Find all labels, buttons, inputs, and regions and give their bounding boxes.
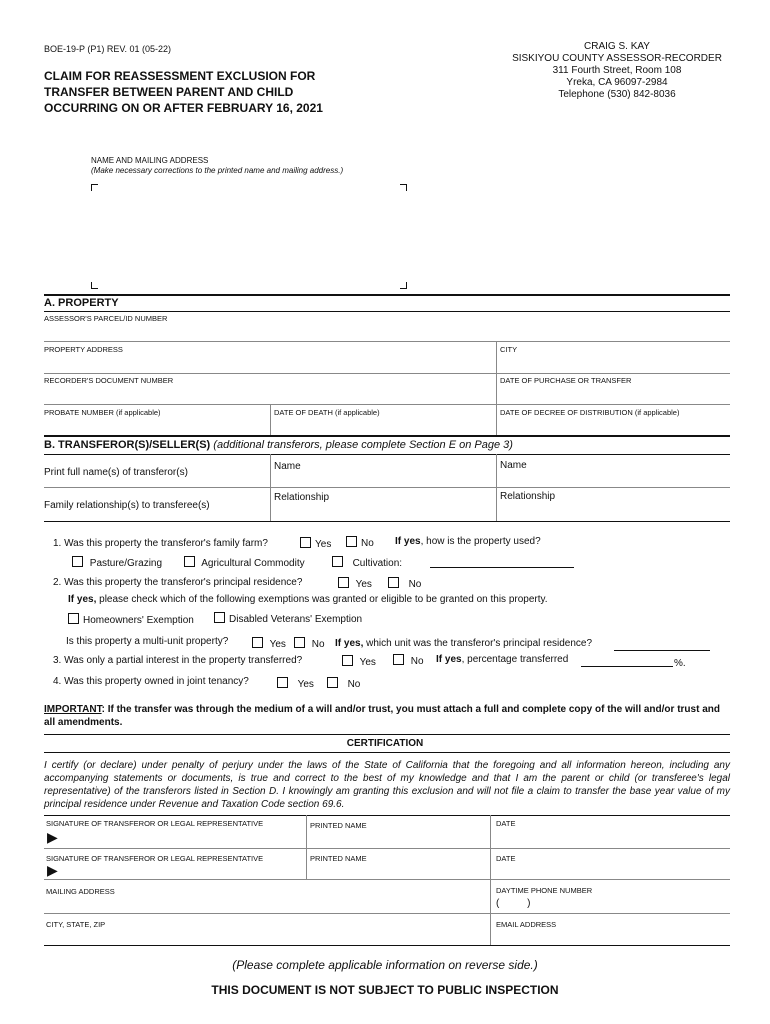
multi-if-yes-text: which unit was the transferor's principal residence? [363, 638, 593, 649]
date-1-label: DATE [496, 819, 516, 828]
q2-if-yes-bold: If yes, [68, 594, 97, 605]
agri-label: Agricultural Commodity [201, 558, 305, 569]
row-divider [44, 404, 730, 405]
column-divider [490, 815, 491, 879]
q2-no-checkbox[interactable] [388, 577, 399, 588]
mailing-address-label [91, 156, 343, 176]
signature-1-label: SIGNATURE OF TRANSFEROR OR LEGAL REPRESENTATIVE [46, 819, 264, 828]
public-inspection-notice: THIS DOCUMENT IS NOT SUBJECT TO PUBLIC INSPECTION [211, 983, 559, 997]
section-b-heading [44, 439, 513, 451]
recorder-doc-field[interactable] [44, 386, 494, 404]
printed-name-1-label: PRINTED NAME [310, 821, 367, 830]
row-divider [44, 848, 730, 849]
form-title [44, 68, 374, 116]
q1-no-label: No [361, 538, 374, 549]
cultivation-label: Cultivation: [352, 558, 403, 569]
mailing-note-text: (Make necessary corrections to the printed name and mailing address.) [91, 166, 344, 175]
q4-no-label: No [347, 679, 361, 690]
email-field[interactable] [492, 930, 730, 944]
important-label: IMPORTANT [44, 704, 102, 715]
q4-yes-label: Yes [297, 679, 314, 690]
percentage-field[interactable] [581, 666, 673, 667]
signature-1-field[interactable] [64, 830, 304, 846]
section-a-top-rule [44, 294, 730, 296]
property-address-label: PROPERTY ADDRESS [44, 345, 123, 354]
multi-unit-field[interactable] [614, 650, 710, 651]
row-divider [44, 913, 730, 914]
mailing-address-2-field[interactable] [46, 897, 486, 911]
q2-yes-label: Yes [355, 579, 372, 590]
multi-yes-label: Yes [269, 639, 286, 650]
sign-here-arrow-icon: ▶ [47, 862, 58, 878]
probate-label-text: PROBATE NUMBER (if applicable) [44, 408, 161, 417]
section-b-heading-note: (additional transferors, please complete Section E on Page 3) [213, 439, 513, 451]
q2-no-label: No [408, 579, 422, 590]
veterans-option [214, 612, 362, 625]
row-divider [44, 341, 730, 342]
q1-yes-option [300, 537, 331, 550]
q3-yes-checkbox[interactable] [342, 655, 353, 666]
agri-option [184, 556, 305, 569]
agri-checkbox[interactable] [184, 556, 195, 567]
q1-no-checkbox[interactable] [346, 536, 357, 547]
transferor-1-relationship-field[interactable] [272, 505, 494, 519]
veterans-checkbox[interactable] [214, 612, 225, 623]
q1-no-option [346, 536, 374, 549]
transferor-1-name-field[interactable] [272, 473, 494, 485]
q3-yes-option [342, 655, 376, 668]
cultivation-option [332, 556, 402, 569]
office-phone: Telephone (530) 842-8036 [558, 89, 676, 100]
q1-if-yes-bold: If yes [395, 536, 421, 547]
title-line-3: OCCURRING ON OR AFTER FEBRUARY 16, 2021 [44, 101, 323, 115]
q3-no-label: No [410, 656, 424, 667]
q3-if-yes-bold: If yes [436, 654, 462, 665]
pasture-label: Pasture/Grazing [89, 558, 163, 569]
signature-2-label: SIGNATURE OF TRANSFEROR OR LEGAL REPRESENTATIVE [46, 854, 264, 863]
purchase-date-label: DATE OF PURCHASE OR TRANSFER [500, 376, 632, 385]
date-2-field[interactable] [492, 863, 730, 878]
printed-name-2-field[interactable] [308, 863, 488, 878]
parcel-number-field[interactable] [44, 323, 730, 341]
mailing-address-area[interactable] [96, 192, 396, 278]
property-address-field[interactable] [44, 354, 494, 372]
transferor-2-name-field[interactable] [498, 473, 730, 485]
q2-yes-checkbox[interactable] [338, 577, 349, 588]
q1-if-yes-text: , how is the property used? [420, 536, 541, 547]
printed-name-1-field[interactable] [308, 830, 488, 846]
q1-yes-label: Yes [315, 539, 332, 550]
q3-no-option [393, 654, 424, 667]
multi-if-yes [335, 638, 592, 649]
recorder-doc-label: RECORDER'S DOCUMENT NUMBER [44, 376, 174, 385]
section-b-top-rule [44, 435, 730, 437]
homeowners-checkbox[interactable] [68, 613, 79, 624]
q1-if-yes [395, 536, 541, 547]
corner-mark-top-left [91, 184, 98, 191]
row-divider [44, 879, 730, 880]
q3-yes-label: Yes [359, 657, 376, 668]
email-label: EMAIL ADDRESS [496, 920, 557, 929]
corner-mark-bottom-left [91, 282, 98, 289]
section-b-bottom-rule [44, 521, 730, 522]
important-text: : If the transfer was through the medium of a will and/or trust, you must attach a full and complete copy of the will and/or trust and all amendments. [44, 704, 720, 728]
corner-mark-bottom-right [400, 282, 407, 289]
column-divider [270, 404, 271, 435]
cultivation-field[interactable] [430, 567, 574, 568]
percent-sign: %. [674, 658, 686, 669]
q4-no-checkbox[interactable] [327, 677, 338, 688]
q2-no-option [388, 577, 421, 590]
reverse-side-note: (Please complete applicable information on reverse side.) [232, 958, 538, 972]
question-4: 4. Was this property owned in joint tenancy? [53, 676, 249, 687]
death-date-label: DATE OF DEATH (if applicable) [274, 408, 380, 417]
q4-yes-option [277, 677, 314, 690]
phone-area-code[interactable]: ( ) [496, 898, 531, 909]
assessor-office-block [504, 41, 730, 101]
q4-yes-checkbox[interactable] [277, 677, 288, 688]
multi-yes-option [252, 637, 286, 650]
phone-label: DAYTIME PHONE NUMBER [496, 886, 593, 895]
city-state-zip-label: CITY, STATE, ZIP [46, 920, 106, 929]
column-divider [490, 879, 491, 945]
probate-field[interactable] [44, 417, 268, 434]
multi-if-yes-bold: If yes, [335, 638, 364, 649]
assessor-name: CRAIG S. KAY [584, 41, 650, 52]
transferor-2-relationship-label: Relationship [500, 491, 556, 502]
form-number: BOE-19-P (P1) REV. 01 (05-22) [44, 44, 172, 54]
certification-heading: CERTIFICATION [346, 738, 424, 749]
section-b-heading-text: B. TRANSFEROR(S)/SELLER(S) [44, 439, 211, 451]
q2-if-yes [68, 594, 548, 605]
column-divider [306, 815, 307, 879]
probate-label [44, 408, 161, 417]
print-names-label: Print full name(s) of transferor(s) [44, 467, 188, 478]
city-state-zip-field[interactable] [46, 930, 486, 944]
pasture-option [72, 556, 162, 569]
death-date-field[interactable] [272, 417, 494, 434]
important-notice [44, 703, 730, 729]
q3-if-yes [436, 654, 568, 665]
purchase-date-field[interactable] [498, 386, 730, 404]
transferor-1-relationship-label: Relationship [274, 492, 330, 503]
title-line-2: TRANSFER BETWEEN PARENT AND CHILD [44, 85, 294, 99]
transferor-1-name-label: Name [274, 461, 301, 472]
certification-text: I certify (or declare) under penalty of perjury under the laws of the State of California that the foregoing and all information hereon, including any accompanying statements or documents, is true and correct to the best of my knowledge and that I am the parent or child (or transferee's legal representative) of the transferors listed in Section D. I knowingly am granting this exclusion and will not file a claim to transfer the base year value of my principal residence under Revenue and Taxation Code section 69.6. [44, 760, 730, 810]
family-relationship-label: Family relationship(s) to transferee(s) [44, 500, 210, 511]
section-a-rule [44, 311, 730, 312]
q2-if-yes-text: please check which of the following exemptions was granted or eligible to be granted on this property. [96, 594, 548, 605]
veterans-label: Disabled Veterans' Exemption [229, 614, 363, 625]
corner-mark-top-right [400, 184, 407, 191]
date-2-label: DATE [496, 854, 516, 863]
transferor-2-relationship-field[interactable] [498, 505, 730, 519]
question-2: 2. Was this property the transferor's principal residence? [53, 577, 303, 588]
office-street: 311 Fourth Street, Room 108 [552, 65, 682, 76]
multi-no-option [294, 637, 325, 650]
mailing-address-2-label: MAILING ADDRESS [46, 887, 115, 896]
parcel-number-label: ASSESSOR'S PARCEL/ID NUMBER [44, 314, 168, 323]
signature-top-rule [44, 815, 730, 816]
multi-yes-checkbox[interactable] [252, 637, 263, 648]
multi-no-label: No [311, 639, 325, 650]
office-city: Yreka, CA 96097-2984 [566, 77, 668, 88]
homeowners-option [68, 613, 194, 626]
city-field[interactable] [498, 354, 730, 372]
section-b-rule [44, 454, 730, 455]
multi-unit-question: Is this property a multi-unit property? [66, 636, 229, 647]
q1-yes-checkbox[interactable] [300, 537, 311, 548]
section-a-heading: A. PROPERTY [44, 297, 119, 309]
q3-if-yes-text: , percentage transferred [461, 654, 569, 665]
cert-top-rule [44, 734, 730, 735]
office-name: SISKIYOU COUNTY ASSESSOR-RECORDER [512, 53, 722, 64]
row-divider [44, 373, 730, 374]
pasture-checkbox[interactable] [72, 556, 83, 567]
q3-no-checkbox[interactable] [393, 654, 404, 665]
q4-no-option [327, 677, 360, 690]
cert-heading-rule [44, 752, 730, 753]
city-label: CITY [500, 345, 518, 354]
title-line-1: CLAIM FOR REASSESSMENT EXCLUSION FOR [44, 69, 316, 83]
decree-date-label: DATE OF DECREE OF DISTRIBUTION (if applicable) [500, 408, 680, 417]
signature-bottom-rule [44, 945, 730, 946]
row-divider [44, 487, 730, 488]
sign-here-arrow-icon: ▶ [47, 829, 58, 845]
date-1-field[interactable] [492, 830, 730, 846]
q2-yes-option [338, 577, 372, 590]
column-divider [496, 341, 497, 435]
printed-name-2-label: PRINTED NAME [310, 854, 367, 863]
transferor-2-name-label: Name [500, 460, 527, 471]
homeowners-label: Homeowners' Exemption [83, 615, 194, 626]
cultivation-checkbox[interactable] [332, 556, 343, 567]
question-3: 3. Was only a partial interest in the property transferred? [53, 655, 303, 666]
signature-2-field[interactable] [64, 863, 304, 878]
mailing-label-text: NAME AND MAILING ADDRESS [91, 156, 209, 165]
multi-no-checkbox[interactable] [294, 637, 305, 648]
question-1: 1. Was this property the transferor's family farm? [53, 538, 268, 549]
decree-date-field[interactable] [498, 417, 730, 434]
